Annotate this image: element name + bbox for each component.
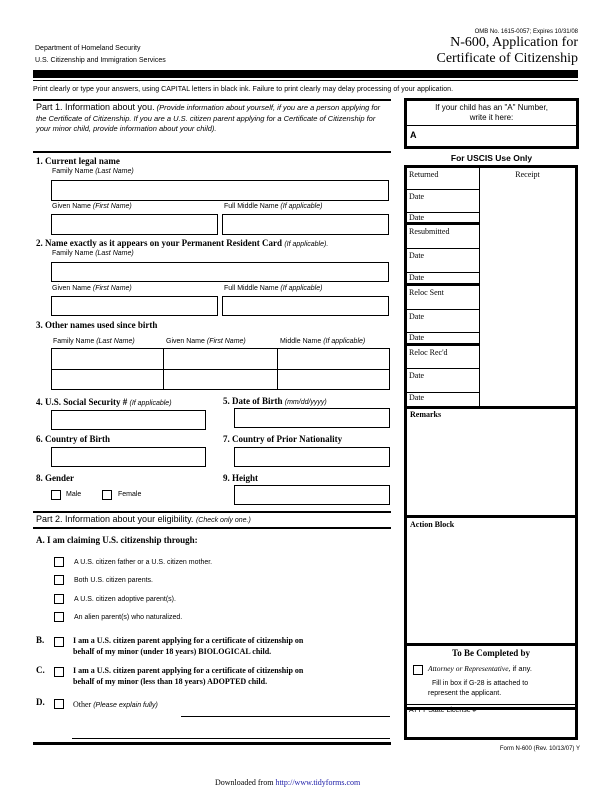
- q2-family-name-input[interactable]: [51, 262, 389, 282]
- a-number-input[interactable]: [407, 126, 576, 140]
- q2-label: 2. Name exactly as it appears on your Permanent Resident Card (If applicable).: [36, 238, 329, 248]
- part2-bottom-rule: [33, 527, 391, 529]
- other-explain-line-1[interactable]: [181, 716, 390, 717]
- reloc-sent-date-2: Date: [407, 333, 480, 346]
- option-d-label: Other (Please explain fully): [73, 700, 158, 709]
- gender-female-label: Female: [118, 491, 142, 498]
- q7-label: 7. Country of Prior Nationality: [223, 434, 343, 444]
- reloc-sent-cell: Reloc Sent: [407, 286, 480, 310]
- returned-date-1: Date: [407, 190, 480, 213]
- atty-license-input[interactable]: [404, 705, 578, 740]
- reloc-recd-date-1: Date: [407, 369, 480, 393]
- form-title-line2: Certificate of Citizenship: [436, 51, 578, 66]
- a-number-prompt: If your child has an "A" Number, write it here:: [407, 101, 576, 126]
- agency-name: U.S. Citizenship and Immigration Services: [35, 57, 166, 64]
- q6-label: 6. Country of Birth: [36, 434, 110, 444]
- gender-male-label: Male: [66, 491, 82, 498]
- option-b-text: I am a U.S. citizen parent applying for a certificate of citizenship on behalf of my minor (under 18 years) BIOLOGICAL child.: [73, 636, 304, 656]
- action-block-field[interactable]: [407, 530, 575, 643]
- q1-family-name-input[interactable]: [51, 180, 389, 201]
- option-c-letter: C.: [36, 665, 45, 675]
- q1-label: 1. Current legal name: [36, 156, 120, 166]
- date-of-birth-input[interactable]: [234, 408, 390, 428]
- q8-label: 8. Gender: [36, 473, 74, 483]
- height-input[interactable]: [234, 485, 390, 505]
- option-d-letter: D.: [36, 697, 45, 707]
- q3-row1-family-input[interactable]: [52, 349, 162, 368]
- option-a3-label: A U.S. citizen adoptive parent(s).: [74, 596, 176, 603]
- atty-license-label: ATTY State License #: [409, 707, 477, 714]
- reloc-recd-cell: Reloc Rec'd: [407, 346, 480, 369]
- q3-middle-label: Middle Name (If applicable): [280, 338, 366, 345]
- q9-label: 9. Height: [223, 473, 258, 483]
- option-a4-label: An alien parent(s) who naturalized.: [74, 614, 183, 621]
- q3-row2-given-input[interactable]: [164, 370, 276, 389]
- header-rule: [33, 80, 578, 81]
- q2-family-label: Family Name (Last Name): [52, 250, 134, 257]
- gender-male-checkbox[interactable]: [51, 490, 61, 500]
- reloc-sent-date-1: Date: [407, 310, 480, 333]
- part2-top-rule: [33, 511, 391, 513]
- form-title-line1: N-600, Application for: [450, 35, 578, 50]
- option-c-text: I am a U.S. citizen parent applying for a certificate of citizenship on behalf of my minor (less than 18 years) ADOPTED child.: [73, 666, 304, 686]
- receipt-cell: Receipt: [515, 170, 540, 179]
- part1-top-rule: [33, 99, 391, 101]
- q1-given-name-input[interactable]: [51, 214, 218, 235]
- part1-bottom-rule: [33, 151, 391, 153]
- option-a4-checkbox[interactable]: [54, 612, 64, 622]
- attorney-top-rule: [407, 643, 575, 646]
- part2-note: (Check only one.): [195, 517, 251, 524]
- omb-number: OMB No. 1615-0057; Expires 10/31/08: [474, 29, 578, 35]
- resubmitted-date-2: Date: [407, 273, 480, 286]
- part1-heading: Part 1. Information about you.: [36, 102, 155, 112]
- downloaded-notice: Downloaded from http://www.tidyforms.com: [215, 778, 361, 787]
- part2-heading: Part 2. Information about your eligibility.: [36, 514, 194, 524]
- action-block-top-rule: [407, 515, 575, 518]
- country-of-prior-nationality-input[interactable]: [234, 447, 390, 467]
- q2-middle-label: Full Middle Name (If applicable): [224, 285, 323, 292]
- remarks-field[interactable]: [407, 420, 575, 515]
- q1-family-label: Family Name (Last Name): [52, 168, 134, 175]
- option-b-letter: B.: [36, 635, 45, 645]
- a-number-box: [404, 98, 579, 149]
- option-a1-checkbox[interactable]: [54, 557, 64, 567]
- option-a2-checkbox[interactable]: [54, 575, 64, 585]
- tidyforms-link[interactable]: http://www.tidyforms.com: [275, 778, 361, 787]
- option-a3-checkbox[interactable]: [54, 594, 64, 604]
- q3-row2-middle-input[interactable]: [278, 370, 389, 389]
- q1-middle-label: Full Middle Name (If applicable): [224, 203, 323, 210]
- g28-attached-checkbox[interactable]: [413, 665, 423, 675]
- other-explain-line-2[interactable]: [72, 738, 390, 739]
- q1-middle-name-input[interactable]: [222, 214, 389, 235]
- returned-cell: Returned: [407, 168, 480, 190]
- gender-female-checkbox[interactable]: [102, 490, 112, 500]
- part1-header: [36, 102, 388, 135]
- q3-label: 3. Other names used since birth: [36, 320, 158, 330]
- returned-date-2: Date: [407, 213, 480, 225]
- part2-a-label: A. I am claiming U.S. citizenship through:: [36, 535, 198, 545]
- option-c-checkbox[interactable]: [54, 667, 64, 677]
- resubmitted-date-1: Date: [407, 249, 480, 273]
- q3-family-label: Family Name (Last Name): [53, 338, 135, 345]
- q1-given-label: Given Name (First Name): [52, 203, 132, 210]
- reloc-recd-date-2: Date: [407, 393, 480, 406]
- part2-end-rule: [33, 742, 391, 745]
- form-title: [380, 35, 578, 67]
- q3-row2-family-input[interactable]: [52, 370, 162, 389]
- to-be-completed-label: To Be Completed by: [452, 648, 530, 658]
- q3-given-label: Given Name (First Name): [166, 338, 246, 345]
- remarks-top-rule: [407, 406, 575, 409]
- resubmitted-cell: Resubmitted: [407, 225, 480, 249]
- form-id: Form N-600 (Rev. 10/13/07) Y: [499, 746, 580, 752]
- header-bar: [33, 70, 578, 78]
- option-a1-label: A U.S. citizen father or a U.S. citizen mother.: [74, 559, 213, 566]
- action-block-label: Action Block: [410, 520, 455, 529]
- remarks-label: Remarks: [410, 410, 442, 419]
- q2-given-label: Given Name (First Name): [52, 285, 132, 292]
- country-of-birth-input[interactable]: [51, 447, 206, 467]
- a-number-prefix: A: [410, 130, 417, 140]
- uscis-use-heading: For USCIS Use Only: [450, 153, 533, 163]
- ssn-input[interactable]: [51, 410, 206, 430]
- q3-row1-middle-input[interactable]: [278, 349, 389, 368]
- department-name: Department of Homeland Security: [35, 45, 141, 52]
- option-b-checkbox[interactable]: [54, 637, 64, 647]
- q3-row1-given-input[interactable]: [164, 349, 276, 368]
- q2-given-name-input[interactable]: [51, 296, 218, 316]
- part2-header: [36, 514, 251, 524]
- option-d-checkbox[interactable]: [54, 699, 64, 709]
- instructions: Print clearly or type your answers, using CAPITAL letters in black ink. Failure to print clearly may delay processing of your application.: [33, 86, 454, 93]
- attorney-label: Attorney or Representative, if any.: [428, 664, 532, 673]
- q4-label: 4. U.S. Social Security # (If applicable): [36, 397, 172, 407]
- part1-intro: (Provide information about yourself, if you are a person applying for the Certificate of Citizenship. If you are a U.S. citizen parent applying for a Certificate of Citizenship for your minor child, provide information about your child).: [36, 103, 381, 133]
- option-a2-label: Both U.S. citizen parents.: [74, 577, 153, 584]
- q2-middle-name-input[interactable]: [222, 296, 389, 316]
- g28-note: Fill in box if G-28 is attached to represent the applicant.: [428, 680, 529, 697]
- q5-label: 5. Date of Birth (mm/dd/yyyy): [223, 396, 327, 406]
